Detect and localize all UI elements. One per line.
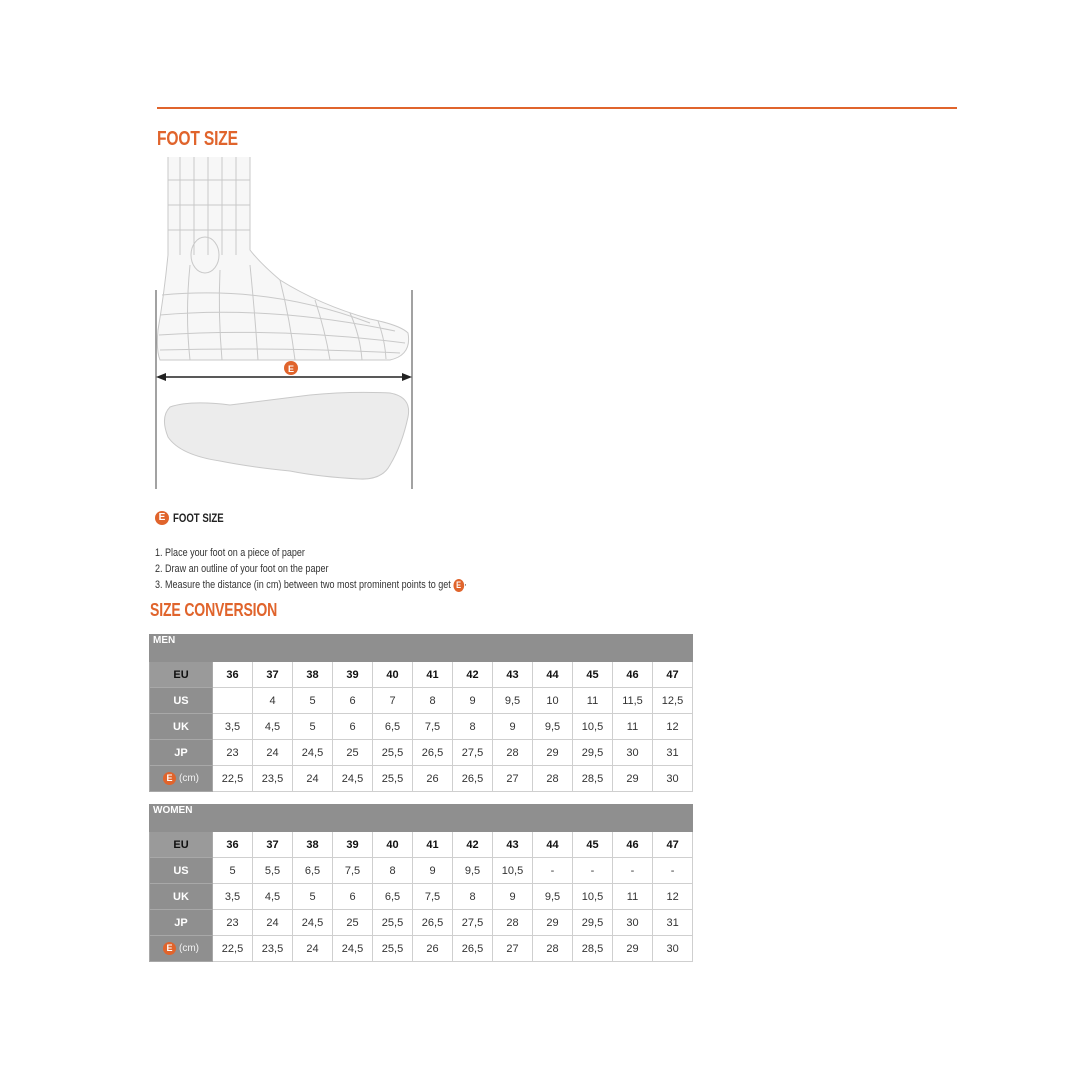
women-size-table [149,804,693,962]
size-cell: 28 [493,740,533,766]
size-cell: 5,5 [253,858,293,884]
size-cell: 27 [493,766,533,792]
size-cell: 26,5 [413,740,453,766]
group-label: WOMEN [150,805,693,832]
legend-label: FOOT SIZE [173,511,224,525]
table-row [150,884,693,910]
size-cell: 24 [253,740,293,766]
size-cell: 27 [493,936,533,962]
size-cell: 6 [333,688,373,714]
table-row [150,858,693,884]
size-cell: 39 [333,662,373,688]
size-cell: 44 [533,832,573,858]
table-row [150,936,693,962]
size-conversion-title: SIZE CONVERSION [150,600,278,620]
measure-instructions [155,545,535,593]
size-cell: 29 [533,910,573,936]
size-cell: 9,5 [533,714,573,740]
size-cell: 4,5 [253,714,293,740]
size-cell: 31 [653,740,693,766]
size-cell: 24 [253,910,293,936]
e-marker-icon: E [163,942,176,955]
row-header: UK [150,884,213,910]
accent-rule [157,107,957,109]
table-row [150,714,693,740]
size-cell: 38 [293,832,333,858]
size-cell: 30 [613,740,653,766]
size-cell: 43 [493,662,533,688]
size-cell: 45 [573,832,613,858]
size-cell: 22,5 [213,936,253,962]
size-cell: - [653,858,693,884]
size-cell: 8 [453,714,493,740]
size-cell: 6,5 [293,858,333,884]
size-cell: 28 [493,910,533,936]
size-cell: 26 [413,766,453,792]
row-header: EU [150,662,213,688]
size-cell: 6,5 [373,714,413,740]
row-header [150,766,213,792]
table-group-header [150,805,693,832]
table-row [150,910,693,936]
group-label: MEN [150,635,693,662]
size-cell: 12 [653,714,693,740]
row-header-unit: (cm) [179,943,199,955]
size-cell: 6 [333,884,373,910]
size-cell: 9 [493,714,533,740]
size-cell: 22,5 [213,766,253,792]
size-cell: 11 [573,688,613,714]
row-header [150,936,213,962]
e-marker-icon: E [155,511,169,525]
size-cell: 25 [333,740,373,766]
row-header: EU [150,832,213,858]
size-cell: 26 [413,936,453,962]
size-cell: 23 [213,910,253,936]
instruction-step [155,577,467,593]
table-row [150,662,693,688]
size-cell: 24,5 [293,740,333,766]
size-cell: 5 [213,858,253,884]
size-cell: 28,5 [573,936,613,962]
size-cell: 46 [613,662,653,688]
size-cell: 41 [413,832,453,858]
size-cell: 40 [373,662,413,688]
size-cell: 24 [293,766,333,792]
size-cell: 36 [213,832,253,858]
size-cell: 41 [413,662,453,688]
size-cell [213,688,253,714]
size-cell: 24 [293,936,333,962]
size-cell: 26,5 [453,936,493,962]
size-cell: 9 [413,858,453,884]
size-cell: 7,5 [413,714,453,740]
size-cell: - [573,858,613,884]
size-cell: 3,5 [213,884,253,910]
size-cell: 10,5 [573,884,613,910]
instruction-end: · [463,579,467,591]
table-row [150,688,693,714]
foot-measure-illustration [150,155,420,495]
size-cell: 24,5 [333,936,373,962]
table-row [150,766,693,792]
size-cell: 27,5 [453,740,493,766]
size-cell: 6 [333,714,373,740]
size-cell: 26,5 [413,910,453,936]
size-cell: 44 [533,662,573,688]
size-cell: 6,5 [373,884,413,910]
size-cell: 4 [253,688,293,714]
size-cell: 12 [653,884,693,910]
size-cell: 38 [293,662,333,688]
table-group-header [150,635,693,662]
e-marker-icon: E [453,579,464,592]
size-cell: 30 [653,766,693,792]
size-cell: 47 [653,832,693,858]
size-cell: 29 [613,936,653,962]
size-cell: 30 [613,910,653,936]
size-cell: 9,5 [493,688,533,714]
size-cell: 5 [293,714,333,740]
size-cell: 31 [653,910,693,936]
foot-size-legend [155,510,236,526]
svg-text:E: E [287,364,295,374]
size-cell: 10,5 [573,714,613,740]
size-cell: 9 [453,688,493,714]
size-cell: 8 [453,884,493,910]
size-cell: 42 [453,832,493,858]
size-cell: 9,5 [533,884,573,910]
size-cell: 10,5 [493,858,533,884]
size-cell: 36 [213,662,253,688]
size-cell: 3,5 [213,714,253,740]
instruction-step: 1. Place your foot on a piece of paper [155,547,305,559]
size-cell: 25,5 [373,740,413,766]
size-cell: 9,5 [453,858,493,884]
size-cell: 23 [213,740,253,766]
size-cell: 10 [533,688,573,714]
row-header: JP [150,910,213,936]
size-cell: 47 [653,662,693,688]
size-cell: 8 [413,688,453,714]
size-cell: 11 [613,884,653,910]
size-cell: - [613,858,653,884]
size-cell: 25,5 [373,766,413,792]
size-cell: 23,5 [253,936,293,962]
size-cell: 25 [333,910,373,936]
size-cell: 28 [533,766,573,792]
size-cell: 43 [493,832,533,858]
row-header: US [150,858,213,884]
size-cell: 40 [373,832,413,858]
men-size-table [149,634,693,792]
size-cell: 27,5 [453,910,493,936]
size-cell: 7,5 [413,884,453,910]
size-cell: 39 [333,832,373,858]
row-header-unit: (cm) [179,773,199,785]
size-cell: 7 [373,688,413,714]
size-cell: 5 [293,688,333,714]
size-cell: 5 [293,884,333,910]
size-cell: 11 [613,714,653,740]
size-cell: 9 [493,884,533,910]
size-cell: 29,5 [573,740,613,766]
size-cell: 42 [453,662,493,688]
row-header: JP [150,740,213,766]
size-cell: 26,5 [453,766,493,792]
table-row [150,832,693,858]
size-cell: 45 [573,662,613,688]
size-cell: - [533,858,573,884]
size-cell: 37 [253,832,293,858]
size-cell: 8 [373,858,413,884]
size-cell: 25,5 [373,936,413,962]
foot-size-title: FOOT SIZE [157,128,238,150]
size-cell: 23,5 [253,766,293,792]
size-cell: 29 [533,740,573,766]
instruction-step: 2. Draw an outline of your foot on the paper [155,563,329,575]
row-header: UK [150,714,213,740]
size-cell: 28,5 [573,766,613,792]
size-cell: 24,5 [333,766,373,792]
size-cell: 11,5 [613,688,653,714]
table-row [150,740,693,766]
size-cell: 24,5 [293,910,333,936]
size-cell: 30 [653,936,693,962]
e-marker-icon: E [163,772,176,785]
size-cell: 4,5 [253,884,293,910]
instruction-text: 3. Measure the distance (in cm) between two most prominent points to get [155,579,451,591]
size-cell: 12,5 [653,688,693,714]
size-cell: 37 [253,662,293,688]
size-cell: 25,5 [373,910,413,936]
row-header: US [150,688,213,714]
size-cell: 7,5 [333,858,373,884]
size-cell: 46 [613,832,653,858]
size-cell: 28 [533,936,573,962]
size-cell: 29 [613,766,653,792]
size-cell: 29,5 [573,910,613,936]
